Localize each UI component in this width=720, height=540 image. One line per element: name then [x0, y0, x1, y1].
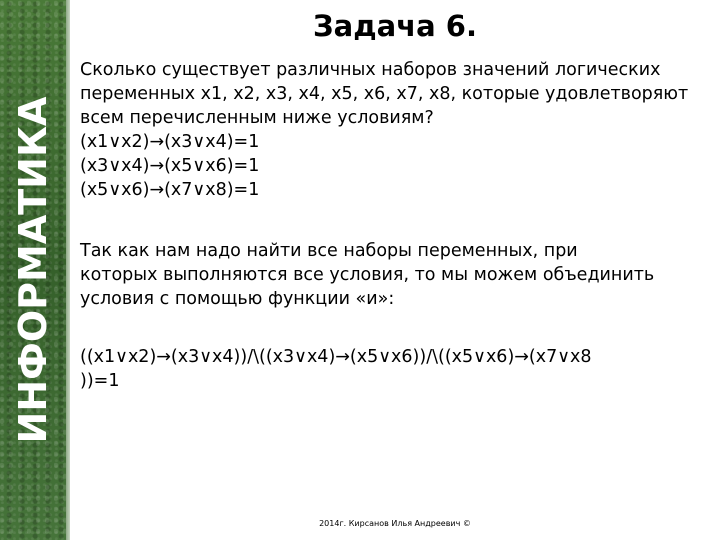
condition-line: (x1∨x2)→(x3∨x4)=1 — [80, 132, 260, 152]
slide-title: Задача 6. — [313, 9, 477, 43]
slide-content — [80, 58, 714, 393]
condition-line: (x5∨x6)→(x7∨x8)=1 — [80, 180, 260, 200]
question-block — [80, 58, 714, 202]
explanation-line: которых выполняются все условия, то мы можем объединить — [80, 265, 655, 285]
sidebar-divider — [66, 0, 70, 540]
formula-block — [80, 345, 714, 393]
question-line: Сколько существует различных наборов значений логических — [80, 60, 661, 80]
formula-line: ((x1∨x2)→(x3∨x4))/\((x3∨x4)→(x5∨x6))/\((x5∨x6)→(x7∨x8 — [80, 347, 592, 367]
sidebar-subject-label: ИНФОРМАТИКА — [11, 96, 55, 444]
sidebar-banner — [0, 0, 66, 540]
explanation-line: Так как нам надо найти все наборы переменных, при — [80, 241, 578, 261]
explanation-line: условия с помощью функции «и»: — [80, 289, 395, 309]
question-line: переменных x1, x2, x3, x4, x5, x6, x7, x8, которые удовлетворяют — [80, 84, 689, 104]
explanation-block — [80, 239, 714, 311]
question-line: всем перечисленным ниже условиям? — [80, 108, 434, 128]
footer-copyright: 2014г. Кирсанов Илья Андреевич © — [319, 519, 471, 528]
condition-line: (x3∨x4)→(x5∨x6)=1 — [80, 156, 260, 176]
formula-line: ))=1 — [80, 371, 120, 391]
